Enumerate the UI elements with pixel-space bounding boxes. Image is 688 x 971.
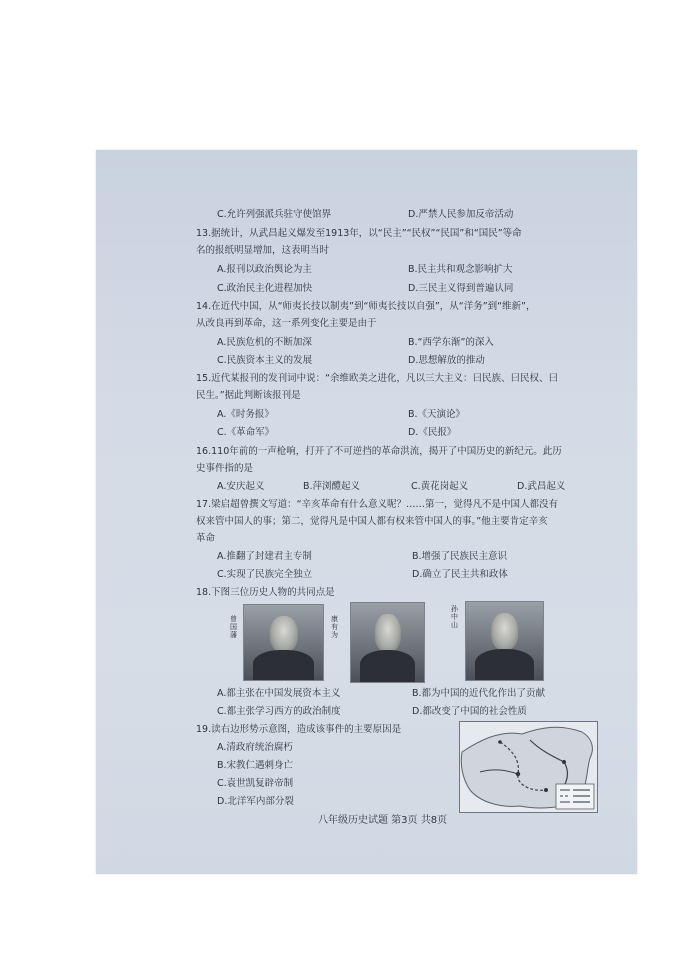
photo-label-zeng-guofan: 曾国藩 [230, 615, 237, 639]
q19-stem: 19.读右边形势示意图，造成该事件的主要原因是 [196, 724, 402, 735]
q17-stem-line2: 权来管中国人的事；第二，觉得凡是中国人都有权来管中国人的事。”他主要肯定辛亥 [196, 516, 548, 527]
q15-option-a: A.《时务报》 [217, 409, 274, 420]
q15-option-b: B.《天演论》 [408, 409, 466, 420]
photo-label-kang-youwei: 康有为 [331, 615, 338, 639]
q15-option-d: D.《民报》 [408, 427, 457, 438]
q19-option-c: C.袁世凯复辟帝制 [217, 778, 294, 789]
photo-label-sun-zhongshan: 孙中山 [451, 605, 458, 629]
q14-option-b: B.“西学东渐”的深入 [408, 337, 494, 348]
q15-stem-line2: 民生。”据此判断该报刊是 [196, 390, 301, 401]
q13-option-a: A.报刊以政治舆论为主 [217, 264, 312, 275]
q19-option-a: A.清政府统治腐朽 [217, 742, 293, 753]
q18-option-b: B.都为中国的近代化作出了贡献 [412, 688, 546, 699]
q17-option-b: B.增强了民族民主意识 [412, 551, 508, 562]
map-drawing [460, 722, 597, 812]
q17-option-a: A.推翻了封建君主专制 [217, 551, 312, 562]
q13-option-c: C.政治民主化进程加快 [217, 283, 313, 294]
q17-option-c: C.实现了民族完全独立 [217, 569, 313, 580]
q14-option-c: C.民族资本主义的发展 [217, 355, 313, 366]
q17-stem-line3: 革命 [196, 533, 216, 544]
q15-stem-line1: 15.近代某报刊的发刊词中说：“余维欧美之进化，凡以三大主义：曰民族、曰民权、曰 [196, 373, 559, 384]
q17-stem-line1: 17.梁启超曾撰文写道：“辛亥革命有什么意义呢？……第一，觉得凡不是中国人都没有 [196, 499, 559, 510]
q16-stem-line2: 史事件指的是 [196, 463, 254, 474]
q18-option-c: C.都主张学习西方的政治制度 [217, 706, 341, 717]
portrait-zeng-guofan [243, 604, 324, 681]
q14-stem-line1: 14.在近代中国，从“师夷长技以制夷”到“师夷长技以自强”，从“洋务”到“维新”， [196, 301, 536, 312]
q19-option-b: B.宋教仁遇刺身亡 [217, 760, 294, 771]
q16-stem-line1: 16.110年前的一声枪响，打开了不可逆挡的革命洪流，揭开了中国历史的新纪元。此历 [196, 446, 562, 457]
q13-option-d: D.三民主义得到普遍认同 [408, 283, 514, 294]
portrait-sun-zhongshan [465, 601, 544, 681]
q18-option-a: A.都主张在中国发展资本主义 [217, 688, 341, 699]
q12-option-d: D.严禁人民参加反帝活动 [408, 209, 514, 220]
page-footer: 八年级历史试题 第3页 共8页 [318, 815, 448, 826]
portrait-kang-youwei [350, 602, 425, 683]
q16-option-d: D.武昌起义 [517, 481, 566, 492]
q16-option-a: A.安庆起义 [217, 481, 265, 492]
q16-option-c: C.黄花岗起义 [411, 481, 469, 492]
q13-stem-line1: 13.据统计，从武昌起义爆发至1913年，以“民主”“民权”“民国”和“国民”等命 [196, 228, 522, 239]
q14-stem-line2: 从改良再到革命，这一系列变化主要是由于 [196, 318, 377, 329]
q14-option-d: D.思想解放的推动 [408, 355, 485, 366]
q13-stem-line2: 名的报纸明显增加，这表明当时 [196, 245, 330, 256]
q13-option-b: B.民主共和观念影响扩大 [408, 264, 513, 275]
q18-stem: 18.下图三位历史人物的共同点是 [196, 587, 335, 598]
q19-option-d: D.北洋军内部分裂 [217, 796, 294, 807]
q14-option-a: A.民族危机的不断加深 [217, 337, 312, 348]
q15-option-c: C.《革命军》 [217, 427, 275, 438]
q18-option-d: D.都改变了中国的社会性质 [412, 706, 527, 717]
q12-option-c: C.允许列强派兵驻守使馆界 [217, 209, 332, 220]
q17-option-d: D.确立了民主共和政体 [412, 569, 508, 580]
situation-map [459, 721, 598, 813]
q16-option-b: B.萍浏醴起义 [303, 481, 361, 492]
